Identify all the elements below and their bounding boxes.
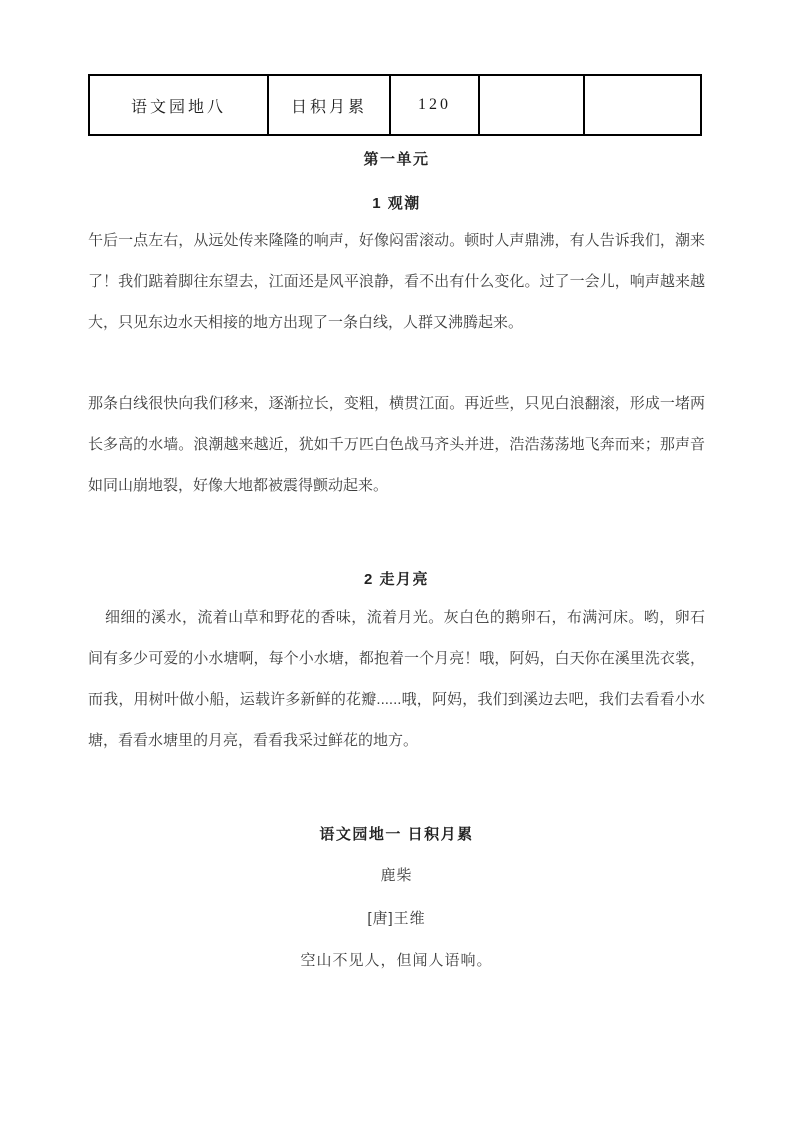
unit-heading: 第一单元 bbox=[363, 151, 430, 168]
lesson-2-paragraph-1 bbox=[88, 597, 705, 761]
lesson-1-paragraph-1 bbox=[88, 220, 705, 343]
paragraph-line: 那条白线很快向我们移来，逐渐拉长，变粗，横贯江面。再近些，只见白浪翻滚，形成一堵两 bbox=[88, 395, 705, 412]
paragraph-line: 塘，看看水塘里的月亮，看看我采过鲜花的地方。 bbox=[88, 732, 419, 749]
lesson-1-paragraph-2 bbox=[88, 383, 705, 506]
table-cell-page-number: 120 bbox=[389, 76, 478, 134]
paragraph-line: 了！我们踮着脚往东望去，江面还是风平浪静，看不出有什么变化。过了一会儿，响声越来越 bbox=[88, 273, 705, 290]
table-cell-lesson: 语文园地八 bbox=[130, 98, 226, 116]
paragraph-line: 间有多少可爱的小水塘啊，每个小水塘，都抱着一个月亮！哦，阿妈，白天你在溪里洗衣裳， bbox=[88, 650, 705, 667]
paragraph-line: 长多高的水墙。浪潮越来越近，犹如千万匹白色战马齐头并进，浩浩荡荡地飞奔而来；那声音 bbox=[88, 436, 705, 453]
paragraph-line: 细细的溪水，流着山草和野花的香味，流着月光。灰白色的鹅卵石，布满河床。哟，卵石 bbox=[105, 609, 705, 626]
header-table bbox=[88, 74, 702, 136]
poem-line-1: 空山不见人，但闻人语响。 bbox=[300, 952, 493, 969]
paragraph-line: 如同山崩地裂，好像大地都被震得颤动起来。 bbox=[88, 477, 389, 494]
paragraph-line: 午后一点左右，从远处传来隆隆的响声，好像闷雷滚动。顿时人声鼎沸，有人告诉我们，潮来 bbox=[88, 232, 705, 249]
table-cell-empty-2 bbox=[583, 76, 700, 134]
poem-author: [唐]王维 bbox=[367, 910, 426, 927]
lesson-1-title: 1 观潮 bbox=[372, 195, 421, 212]
table-cell-empty-1 bbox=[478, 76, 583, 134]
lesson-2-title: 2 走月亮 bbox=[363, 571, 429, 588]
paragraph-line: 而我，用树叶做小船，运载许多新鲜的花瓣......哦，阿妈，我们到溪边去吧，我们去看看小水 bbox=[88, 691, 705, 708]
poem-title: 鹿柴 bbox=[380, 867, 413, 884]
garden-heading: 语文园地一 日积月累 bbox=[319, 826, 474, 843]
table-cell-section: 日积月累 bbox=[267, 76, 389, 134]
paragraph-line: 大，只见东边水天相接的地方出现了一条白线，人群又沸腾起来。 bbox=[88, 314, 524, 331]
